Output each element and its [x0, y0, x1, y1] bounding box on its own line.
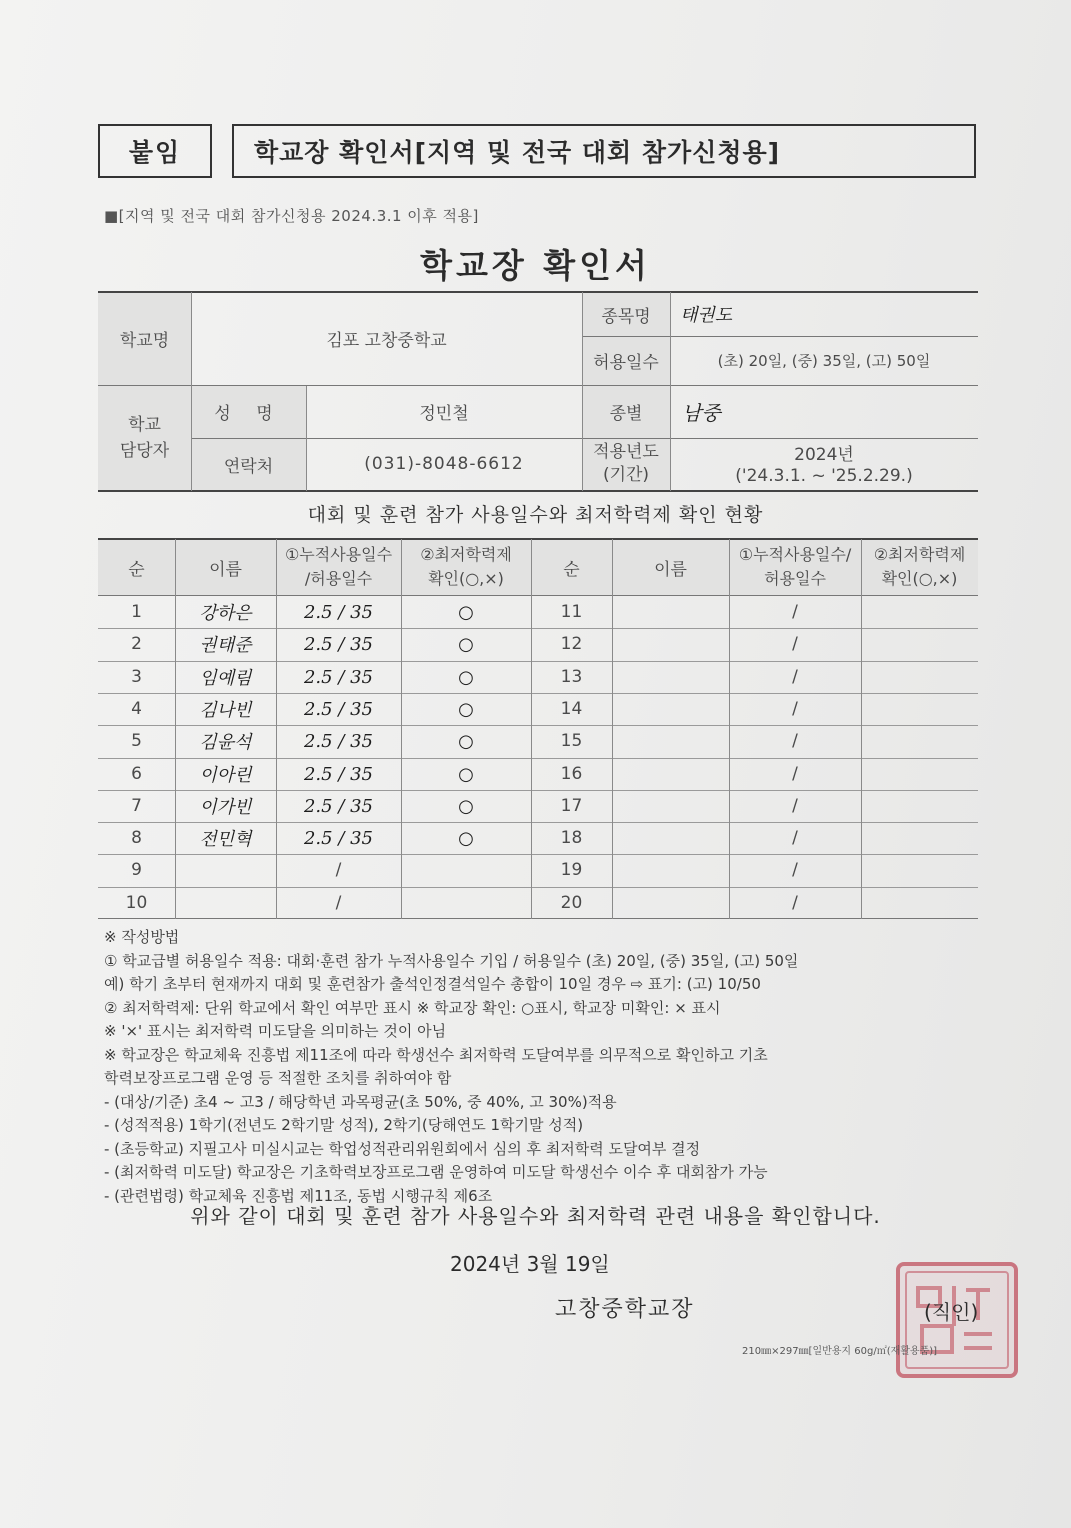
contact-value: (031)-8048-6612 [364, 454, 524, 474]
header-check-right: ②최저학력제 확인(○,×) [873, 545, 966, 588]
row-8-days: 2.5 / 35 [303, 827, 374, 849]
row-5-no: 5 [131, 731, 142, 751]
row-19-check [861, 854, 978, 886]
row-17-no: 17 [560, 796, 583, 816]
row-18-name [612, 822, 729, 854]
row-4-name: 김나빈 [199, 700, 252, 721]
contact-label: 연락처 [223, 456, 274, 477]
row-10-check [401, 887, 531, 919]
row-12-name [612, 628, 729, 660]
row-4-no: 4 [131, 699, 142, 719]
row-1-no: 1 [131, 602, 142, 622]
row-5-check: ○ [458, 730, 474, 752]
row-15-no: 15 [560, 731, 583, 751]
manager-label: 학교 담당자 [119, 414, 170, 461]
row-16-days: / [792, 764, 798, 784]
row-16-name [612, 758, 729, 790]
row-1-name: 강하은 [199, 603, 252, 624]
row-15-days: / [792, 731, 798, 751]
school-value: 김포 고창중학교 [326, 331, 447, 351]
school-label: 학교명 [119, 331, 170, 351]
row-4-check: ○ [458, 698, 474, 720]
row-7-name: 이가빈 [199, 797, 252, 818]
row-19-name [612, 854, 729, 886]
row-17-name [612, 790, 729, 822]
row-16-no: 16 [560, 764, 583, 784]
row-7-check: ○ [458, 795, 474, 817]
row-18-days: / [792, 828, 798, 848]
row-1-check: ○ [458, 601, 474, 623]
row-2-no: 2 [131, 634, 142, 654]
row-8-name: 전민혁 [199, 829, 252, 850]
row-9-days: / [335, 860, 342, 880]
header-no-right: 순 [563, 559, 580, 580]
document-header-title: 학교장 확인서[지역 및 전국 대회 참가신청용] [232, 124, 976, 178]
row-14-check [861, 693, 978, 725]
row-13-days: / [792, 667, 798, 687]
row-3-name: 임예림 [199, 668, 252, 689]
note-line: - (초등학교) 지필고사 미실시교는 학업성적관리위원회에서 심의 후 최저학력 도달여부 결정 [104, 1139, 701, 1158]
row-9-no: 9 [131, 860, 142, 880]
row-20-name [612, 887, 729, 919]
gender-value: 남중 [682, 401, 721, 425]
row-11-name [612, 596, 729, 628]
row-13-check [861, 661, 978, 693]
allowed-days-value: (초) 20일, (중) 35일, (고) 50일 [717, 352, 931, 370]
header-name-left: 이름 [209, 559, 242, 580]
seal-label: (직인) [924, 1300, 979, 1324]
row-16-check [861, 758, 978, 790]
year-label: 적용년도 (기간) [593, 442, 659, 485]
note-line: - (대상/기준) 초4 ~ 고3 / 해당학년 과목평균(초 50%, 중 40%, 고 30%)적용 [104, 1092, 617, 1111]
name-value: 정민철 [419, 404, 469, 424]
row-11-days: / [792, 602, 798, 622]
note-line: ※ 작성방법 [104, 928, 180, 946]
row-7-days: 2.5 / 35 [303, 795, 374, 817]
applicability-notice: ■[지역 및 전국 대회 참가신청용 2024.3.1 이후 적용] [104, 207, 479, 225]
row-14-no: 14 [560, 699, 583, 719]
note-line: 예) 학기 초부터 현재까지 대회 및 훈련참가 출석인정결석일수 총합이 10일 경우 ⇨ 표기: (고) 10/50 [104, 975, 761, 993]
note-line: ② 최저학력제: 단위 학교에서 확인 여부만 표시 ※ 학교장 확인: ○표시, 학교장 미확인: × 표시 [104, 998, 721, 1017]
row-11-no: 11 [560, 602, 583, 622]
row-18-check [861, 822, 978, 854]
header-check-left: ②최저학력제 확인(○,×) [420, 545, 512, 588]
sport-label: 종목명 [601, 306, 651, 327]
gender-label: 종별 [609, 404, 643, 424]
note-line: - (최저학력 미도달) 학교장은 기초학력보장프로그램 운영하여 미도달 학생선수 이수 후 대회참가 가능 [104, 1163, 768, 1181]
row-20-days: / [792, 893, 798, 913]
note-line: - (관련법령) 학교체육 진흥법 제11조, 동법 시행규칙 제6조 [104, 1186, 493, 1205]
row-6-days: 2.5 / 35 [303, 763, 374, 785]
row-12-check [861, 628, 978, 660]
row-1-days: 2.5 / 35 [303, 601, 374, 623]
row-6-no: 6 [131, 764, 142, 784]
row-15-name [612, 725, 729, 757]
row-14-days: / [792, 699, 798, 719]
row-9-check [401, 854, 531, 886]
section-title: 대회 및 훈련 참가 사용일수와 최저학력제 확인 현황 [307, 504, 764, 526]
row-12-no: 12 [560, 634, 583, 654]
row-4-days: 2.5 / 35 [303, 698, 374, 720]
attachment-tag: 붙임 [98, 124, 212, 178]
row-19-no: 19 [560, 860, 583, 880]
allowed-days-label: 허용일수 [593, 353, 659, 373]
principal-title: 고창중학교장 [555, 1297, 695, 1322]
row-2-days: 2.5 / 35 [303, 633, 374, 655]
confirmation-statement: 위와 같이 대회 및 훈련 참가 사용일수와 최저학력 관련 내용을 확인합니다. [190, 1204, 881, 1228]
row-13-no: 13 [560, 667, 583, 687]
row-2-check: ○ [458, 633, 474, 655]
page-title: 학교장 확인서 [420, 246, 651, 285]
row-9-name [175, 854, 276, 886]
header-days-right: ①누적사용일수/ 허용일수 [738, 545, 852, 588]
header-name-right: 이름 [654, 559, 687, 580]
row-20-check [861, 887, 978, 919]
row-14-name [612, 693, 729, 725]
writing-instructions [104, 926, 1004, 1208]
row-3-no: 3 [131, 667, 142, 687]
row-3-check: ○ [458, 666, 474, 688]
period-value: ('24.3.1. ~ '25.2.29.) [735, 466, 913, 486]
row-15-check [861, 725, 978, 757]
row-10-name [175, 887, 276, 919]
row-17-days: / [792, 796, 798, 816]
row-3-days: 2.5 / 35 [303, 666, 374, 688]
paper-spec: 210㎜×297㎜[일반용지 60g/㎡(재활용품)] [742, 1346, 938, 1357]
row-8-check: ○ [458, 827, 474, 849]
row-5-days: 2.5 / 35 [303, 730, 374, 752]
row-10-no: 10 [125, 893, 148, 913]
row-2-name: 권태준 [199, 635, 252, 656]
row-11-check [861, 596, 978, 628]
header-no-left: 순 [128, 559, 145, 580]
row-6-name: 이아린 [199, 765, 252, 786]
row-8-no: 8 [131, 828, 142, 848]
row-20-no: 20 [560, 893, 583, 913]
row-12-days: / [792, 634, 798, 654]
row-19-days: / [792, 860, 798, 880]
row-18-no: 18 [560, 828, 583, 848]
note-line: 학력보장프로그램 운영 등 적절한 조치를 취하여야 함 [104, 1069, 452, 1087]
sport-value: 태권도 [680, 305, 733, 326]
row-5-name: 김윤석 [199, 732, 252, 753]
row-13-name [612, 661, 729, 693]
note-line: ① 학교급별 허용일수 적용: 대회·훈련 참가 누적사용일수 기입 / 허용일수 (초) 20일, (중) 35일, (고) 50일 [104, 951, 799, 970]
note-line: ※ 학교장은 학교체육 진흥법 제11조에 따라 학생선수 최저학력 도달여부를 의무적으로 확인하고 기초 [104, 1045, 768, 1064]
header-days-left: ①누적사용일수 /허용일수 [284, 545, 393, 588]
name-label: 성 명 [214, 404, 283, 424]
year-value: 2024년 [794, 444, 854, 465]
signature-date: 2024년 3월 19일 [450, 1252, 610, 1276]
row-17-check [861, 790, 978, 822]
row-7-no: 7 [131, 796, 142, 816]
note-line: ※ '×' 표시는 최저학력 미도달을 의미하는 것이 아님 [104, 1022, 447, 1040]
row-6-check: ○ [458, 763, 474, 785]
row-10-days: / [335, 893, 342, 913]
note-line: - (성적적용) 1학기(전년도 2학기말 성적), 2학기(당해연도 1학기말 성적) [104, 1116, 584, 1134]
